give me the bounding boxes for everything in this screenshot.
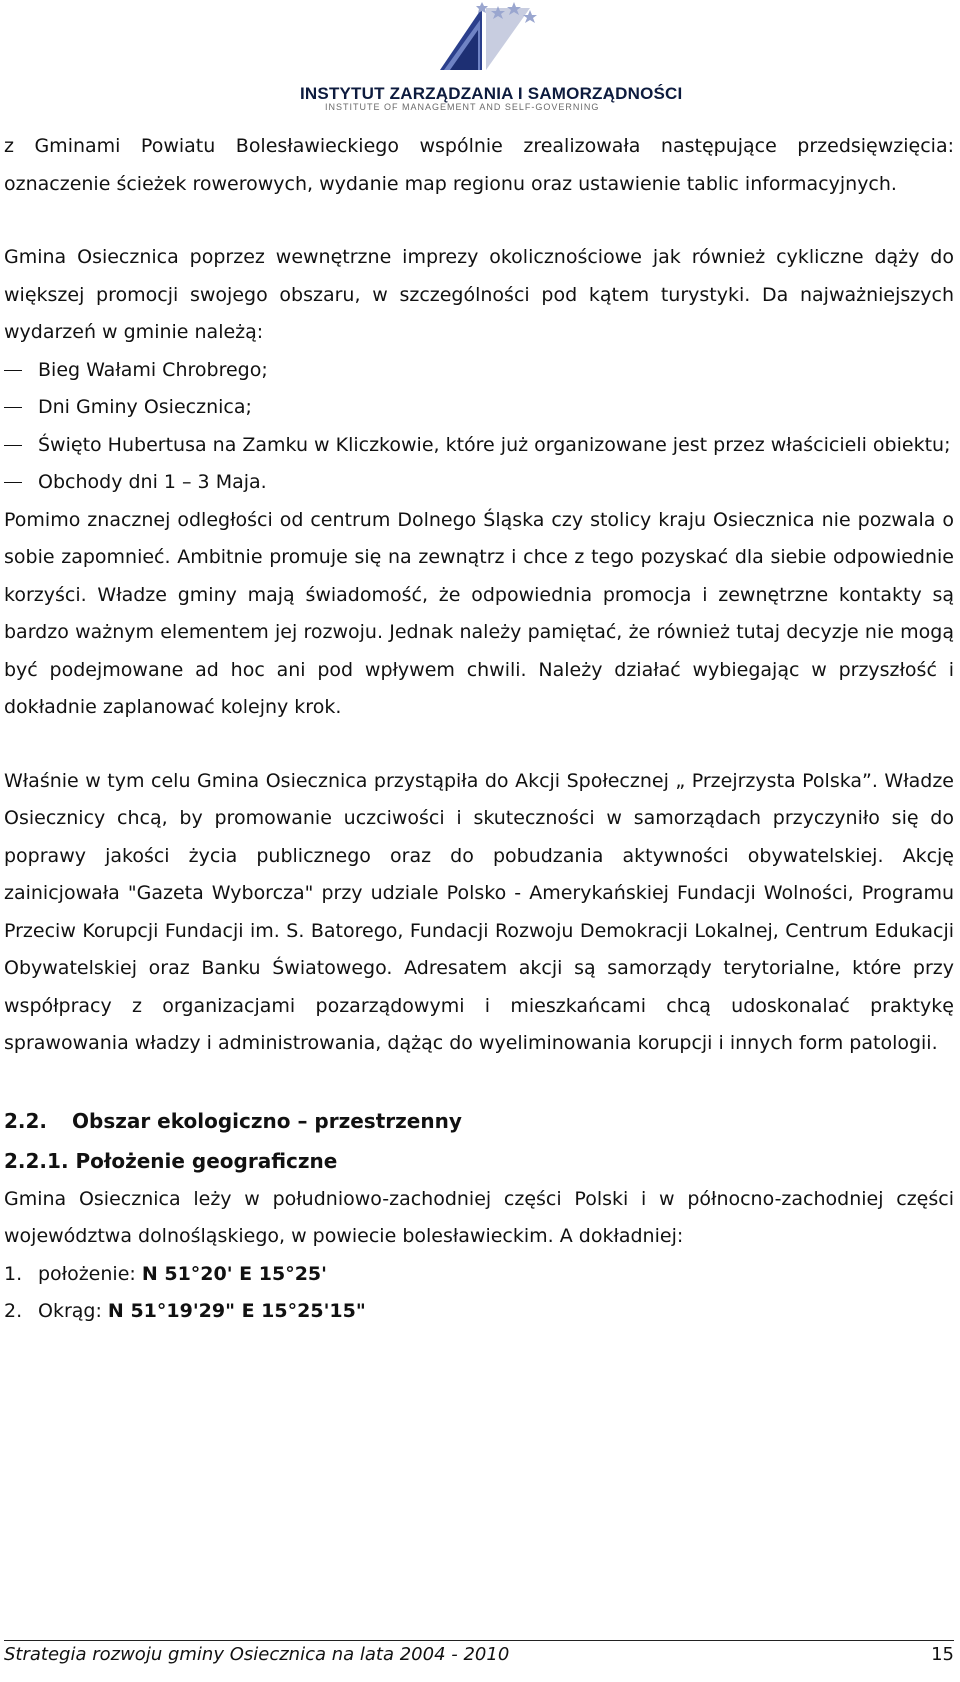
list-item: [4, 1293, 954, 1331]
list-number: 1.: [4, 1262, 23, 1285]
list-item: Święto Hubertusa na Zamku w Kliczkowie, które już organizowane jest przez właścicieli obiektu;: [4, 427, 954, 465]
coord-value: N 51°20' E 15°25': [141, 1262, 327, 1285]
institute-name: INSTYTUT ZARZĄDZANIA I SAMORZĄDNOŚCI: [300, 84, 683, 103]
list-number: 2.: [4, 1300, 23, 1322]
coord-value: N 51°19'29" E 15°25'15": [107, 1300, 366, 1322]
subsection-number: 2.2.1.: [4, 1148, 69, 1173]
coordinates-list: [4, 1256, 954, 1331]
page-footer: [4, 1640, 954, 1670]
section-number: 2.2.: [4, 1108, 48, 1133]
section-heading: [4, 1101, 954, 1141]
footer-title: Strategia rozwoju gminy Osiecznica na lata 2004 - 2010: [4, 1644, 510, 1665]
page-header: [0, 0, 960, 118]
paragraph-4: Właśnie w tym celu Gmina Osiecznica przystąpiła do Akcji Społecznej „ Przejrzysta Polska”. Władze Osiecznicy chcą, by promowanie uczciwości i skuteczności w samorządach przyczyniło się do poprawy jakości życia publicznego oraz do pobudzania aktywności obywatelskiej. Akcję zainicjowała "Gazeta Wyborcza" przy udziale Polsko - Amerykańskiej Fundacji Wolności, Programu Przeciw Korupcji Fundacji im. S. Batorego, Fundacji Rozwoju Demokracji Lokalnej, Centrum Edukacji Obywatelskiej oraz Banku Światowego. Adresatem akcji są samorządy terytorialne, które przy współpracy z organizacjami pozarządowymi i mieszkańcami chcą udoskonalać praktykę sprawowania władzy i administrowania, dążąc do wyeliminowania korupcji i innych form patologii.: [4, 769, 954, 1054]
section-title: Obszar ekologiczno – przestrzenny: [72, 1108, 462, 1133]
events-list: [4, 352, 954, 502]
institute-emblem-icon: [420, 0, 560, 82]
list-item: Bieg Wałami Chrobrego;: [4, 352, 954, 390]
paragraph-5: Gmina Osiecznica leży w południowo-zachodniej części Polski i w północno-zachodniej części województwa dolnośląskiego, w powiecie bolesławieckim. A dokładniej:: [4, 1187, 954, 1247]
institute-subtitle: INSTITUTE OF MANAGEMENT AND SELF-GOVERNING: [325, 102, 600, 112]
page-number: 15: [931, 1644, 954, 1665]
paragraph-1: z Gminami Powiatu Bolesławieckiego wspólnie zrealizowała następujące przedsięwzięcia: oznaczenie ścieżek rowerowych, wydanie map regionu oraz ustawienie tablic informacyjnych.: [4, 135, 954, 195]
paragraph-3: Pomimo znacznej odległości od centrum Dolnego Śląska czy stolicy kraju Osiecznica nie pozwala o sobie zapomnieć. Ambitnie promuje się na zewnątrz i chce z tego pozyskać dla siebie odpowiednie korzyści. Władze gminy mają świadomość, że odpowiednia promocja i zewnętrzne kontakty są bardzo ważnym elementem jej rozwoju. Jednak należy pamiętać, że również tutaj decyzje nie mogą być podejmowane ad hoc ani pod wpływem chwili. Należy działać wybiegając w przyszłość i dokładnie zaplanować kolejny krok.: [4, 508, 954, 718]
paragraph-2: Gmina Osiecznica poprzez wewnętrzne imprezy okolicznościowe jak również cykliczne dąży do większej promocji swojego obszaru, w szczególności pod kątem turystyki. Da najważniejszych wydarzeń w gminie należą:: [4, 246, 954, 343]
list-item: Dni Gminy Osiecznica;: [4, 389, 954, 427]
institute-logo: [300, 0, 683, 118]
list-item: Obchody dni 1 – 3 Maja.: [4, 464, 954, 502]
document-body: [4, 128, 954, 1331]
subsection-title: Położenie geograficzne: [75, 1148, 338, 1173]
footer-divider: [4, 1640, 954, 1641]
subsection-heading: [4, 1141, 954, 1181]
list-item: [4, 1256, 954, 1294]
coord-label: położenie:: [38, 1262, 142, 1285]
coord-label: Okrąg:: [38, 1300, 108, 1322]
